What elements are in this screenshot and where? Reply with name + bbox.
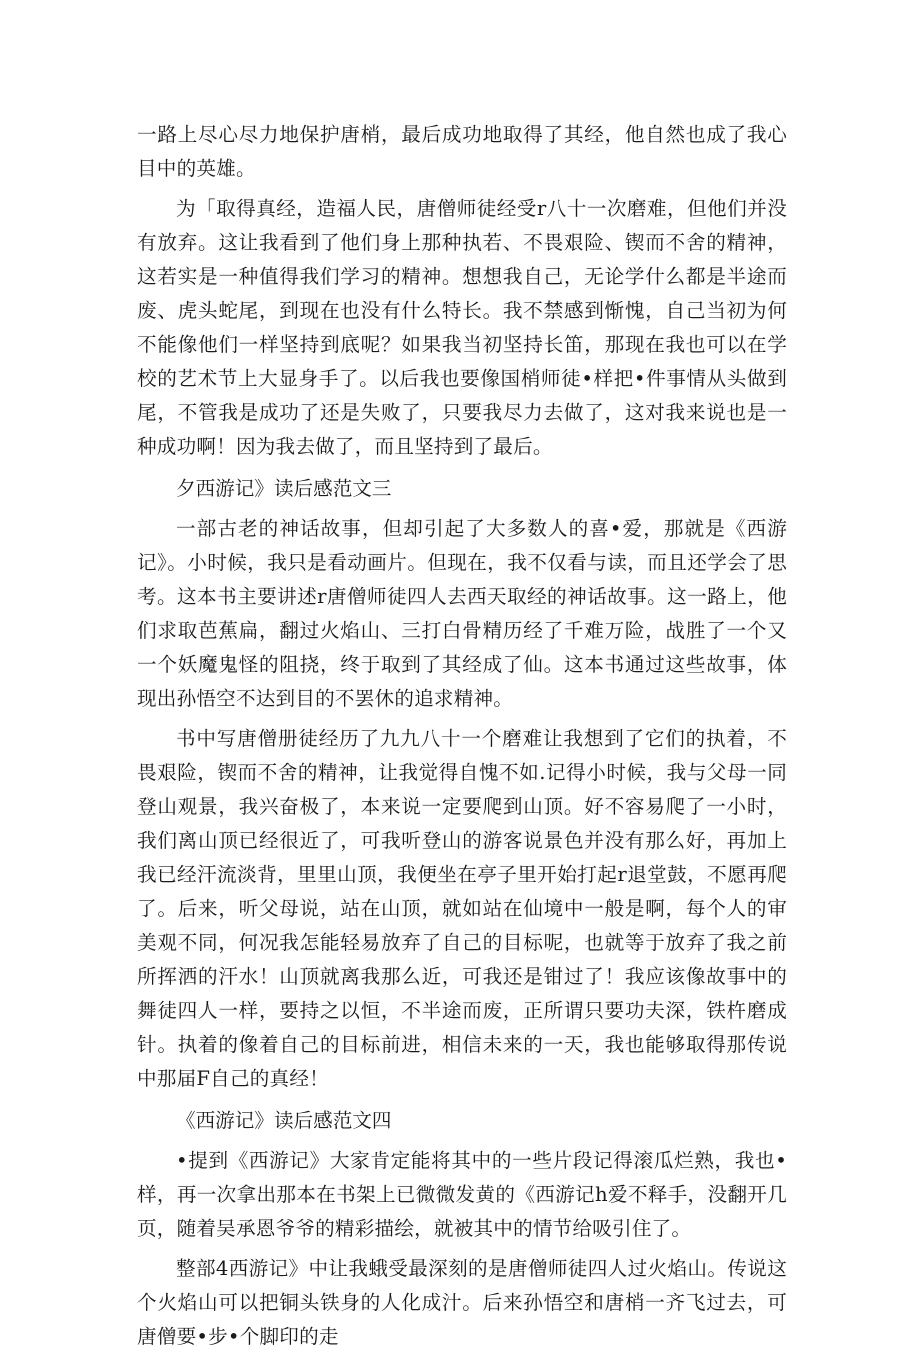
spacer [137,464,787,472]
paragraph-1: 一路上尽心尽力地保护唐梢，最后成功地取得了其经，他自然也成了我心目中的英雄。 [137,123,787,180]
section4-paragraph-2: 整部4西游记》中让我蛾受最深刻的是唐僧师徒四人过火焰山。传说这个火焰山可以把铜头铁身的人化成汁。后来孙悟空和唐梢一齐飞过去，可唐僧要•步•个脚印的走 [137,1257,787,1348]
paragraph-2: 为「取得真经，造福人民，唐僧师徒经受r八十一次磨难，但他们并没有放弃。这让我看到了他们身上那种执若、不畏艰险、锲而不舍的精神，这若实是一种值得我们学习的精神。想想我自己，无论学什么都是半途而废、虎头蛇尾，到现在也没有什么特长。我不禁感到惭愧，自己当初为何不能像他们一样坚持到底呢？如果我当初坚持长笛，那现在我也可以在学校的艺术节上大显身手了。以后我也要像国梢师徒•样把•件事情从头做到尾，不管我是成功了还是失败了，只要我尽力去做了，这对我来说也是一种成功啊！因为我去做了，而且坚持到了最后。 [137,197,787,458]
section-heading-3: 夕西游记》读后感范文三 [176,477,392,500]
section3-paragraph-1: 一部古老的神话故事，但却引起了大多数人的喜•爱，那就是《西游记》。小时候，我只是看动画片。但现在，我不仅看与读，而且还学会了思考。这本书主要讲述r唐僧师徒四人去西天取经的神话故事。这一路上，他们求取芭蕉扁，翻过火焰山、三打白骨精历经了千难万险，战胜了一个又一个妖魔鬼怪的阻挠，终于取到了其经成了仙。这本书通过这些故事，体现出孙悟空不达到目的不罢休的追求精神。 [137,517,787,710]
document-page [137,118,787,1354]
section4-paragraph-1: •提到《西游记》大家肯定能将其中的一些片段记得滚瓜烂熟，我也•样，再一次拿出那本在书架上已微微发黄的《西游记h爱不释手，没翻开几页，随着吴承恩爷爷的精彩描绘，就被其中的情节给吸引住了。 [137,1149,787,1240]
section-heading-4: 《西游记》读后感范文四 [176,1109,392,1132]
spacer [137,1096,787,1104]
section3-paragraph-2: 书中写唐僧册徒经历了九九八十一个磨难让我想到了它们的执着，不畏艰险，锲而不舍的精神，让我觉得自愧不如.记得小时候，我与父母一同登山观景，我兴奋极了，本来说一定要爬到山顶。好不容易爬了一小时，我们离山顶已经很近了，可我听登山的游客说景色并没有那么好，再加上我已经汗流淡背，里里山顶，我便坐在亭子里开始打起r退堂鼓，不愿再爬了。后来，听父母说，站在山顶，就如站在仙境中一般是啊，每个人的审美观不同，何况我怎能轻易放弃了自己的目标呢，也就等于放弃了我之前所挥洒的汗水！山顶就离我那么近，可我还是钳过了！我应该像故事中的舞徒四人一样，要持之以恒，不半途而废，正所谓只要功夫深，铁杵磨成针。执着的像着自己的目标前进，相信未来的一天，我也能够取得那传说中那届F自己的真经！ [137,727,787,1090]
